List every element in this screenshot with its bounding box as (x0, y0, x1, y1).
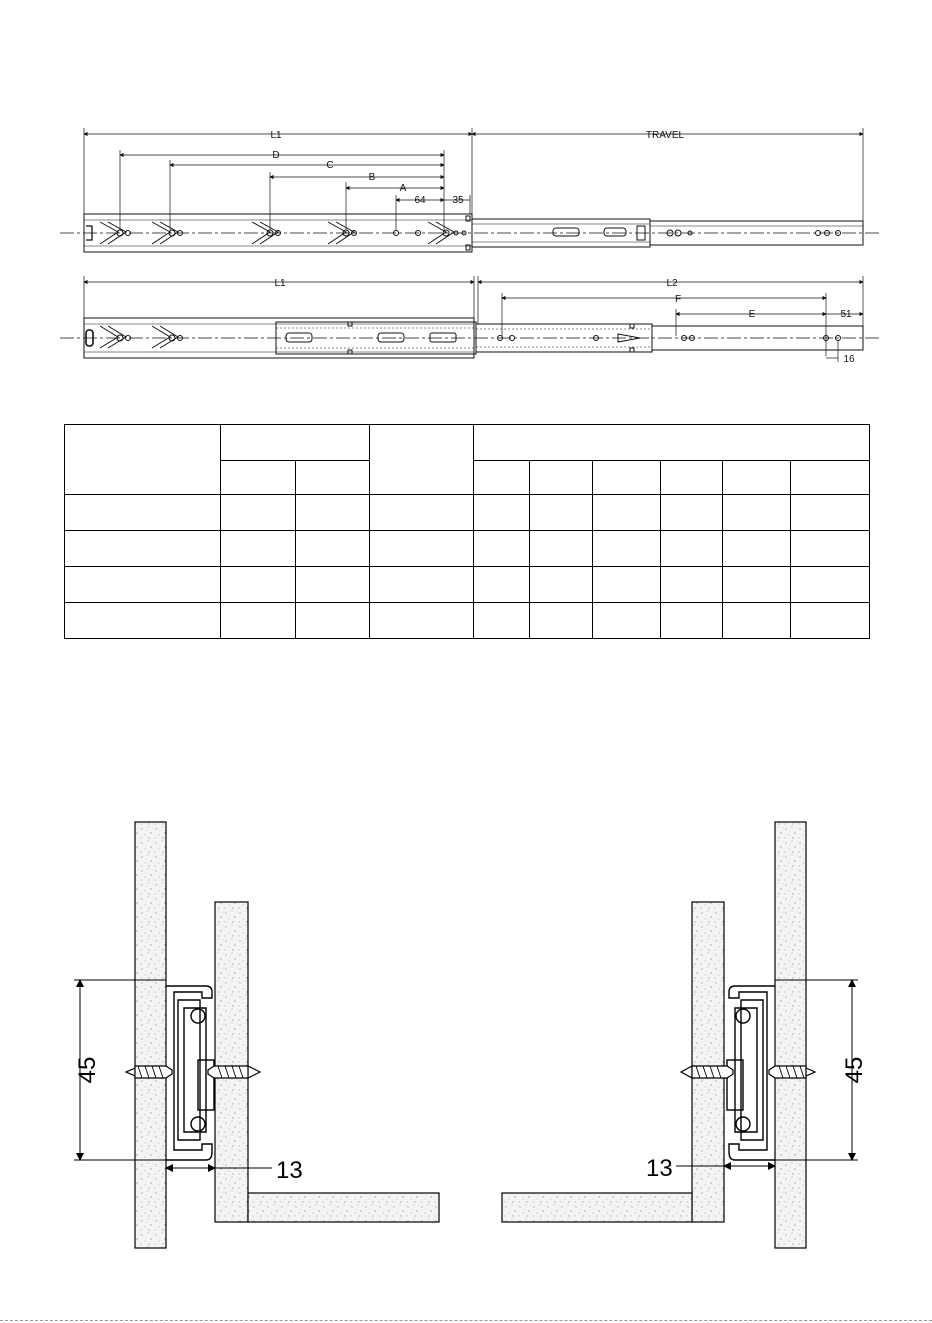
subheader-cell (723, 461, 791, 495)
table-cell (221, 603, 296, 639)
table-cell (530, 603, 593, 639)
dim-label-l1-top: L1 (270, 130, 282, 141)
dim-label-travel: TRAVEL (645, 130, 685, 141)
table-cell (65, 567, 221, 603)
header-cell (65, 425, 221, 495)
table-cell (221, 531, 296, 567)
table-cell (791, 531, 870, 567)
table-cell (474, 495, 530, 531)
specification-table (64, 424, 870, 639)
dim-label-a: A (399, 183, 407, 194)
dim-label-b: B (368, 172, 376, 183)
right-section (502, 822, 868, 1248)
table-cell (723, 603, 791, 639)
table-cell (296, 495, 370, 531)
table-cell (296, 531, 370, 567)
table-cell (370, 531, 474, 567)
table-cell (65, 531, 221, 567)
table-cell (723, 567, 791, 603)
table-cell (593, 495, 661, 531)
dim-label-35: 35 (452, 195, 464, 206)
dim-label-c: C (326, 160, 334, 171)
slide-elevation-drawing (0, 100, 932, 380)
table-cell (791, 567, 870, 603)
cabinet-side-panel-right (775, 822, 806, 1248)
table-cell (593, 567, 661, 603)
table-cell (474, 567, 530, 603)
table-row (65, 603, 870, 639)
dimensions-top (84, 128, 863, 230)
header-cell (370, 425, 474, 495)
dim-label-45-right: 45 (841, 1056, 868, 1084)
table-cell (65, 603, 221, 639)
table-cell (661, 531, 723, 567)
table-row (65, 567, 870, 603)
drawer-bottom-panel-right (502, 1193, 692, 1222)
drawer-side-panel-left (215, 902, 248, 1222)
dim-label-f: F (674, 294, 682, 305)
slide-profile-right (727, 986, 775, 1160)
screw-icon (681, 1066, 815, 1078)
table-cell (65, 495, 221, 531)
table-cell (296, 603, 370, 639)
drawer-bottom-panel-left (248, 1193, 439, 1222)
table-cell (530, 495, 593, 531)
table-cell (474, 603, 530, 639)
table-cell (791, 495, 870, 531)
subheader-cell (530, 461, 593, 495)
table-cell (593, 531, 661, 567)
table-cell (791, 603, 870, 639)
header-cell (221, 425, 370, 461)
table-cell (370, 567, 474, 603)
dim-label-64: 64 (414, 195, 426, 206)
table-cell (530, 567, 593, 603)
table-cell (661, 495, 723, 531)
installation-section-drawing (0, 810, 932, 1260)
dim-label-d: D (272, 150, 280, 161)
table-cell (593, 603, 661, 639)
dim-label-51: 51 (840, 309, 852, 320)
drawer-side-panel-right (692, 902, 724, 1222)
subheader-cell (593, 461, 661, 495)
dim-label-e: E (748, 309, 756, 320)
slide-profile-left (166, 986, 214, 1160)
page-bottom-edge (0, 1320, 932, 1321)
table-cell (370, 495, 474, 531)
subheader-cell (661, 461, 723, 495)
table-cell (661, 603, 723, 639)
subheader-cell (474, 461, 530, 495)
dim-label-l2: L2 (666, 278, 678, 289)
cabinet-side-panel-left (135, 822, 166, 1248)
table-cell (370, 603, 474, 639)
left-section (74, 822, 439, 1248)
table-cell (221, 495, 296, 531)
dim-label-13-right: 13 (646, 1155, 673, 1182)
table-cell (530, 531, 593, 567)
dim-label-16: 16 (843, 354, 855, 365)
header-cell (474, 425, 870, 461)
dim-label-45-left: 45 (74, 1056, 101, 1084)
dim-label-l1-bottom: L1 (274, 278, 286, 289)
table-row (65, 531, 870, 567)
dim-label-13-left: 13 (276, 1157, 303, 1184)
table-cell (661, 567, 723, 603)
table-cell (723, 495, 791, 531)
table-row (65, 495, 870, 531)
screw-icon (126, 1066, 260, 1078)
table-cell (474, 531, 530, 567)
subheader-cell (221, 461, 296, 495)
table-cell (296, 567, 370, 603)
subheader-cell (296, 461, 370, 495)
table-cell (221, 567, 296, 603)
slide-bottom-view (60, 318, 880, 358)
subheader-cell (791, 461, 870, 495)
table-cell (723, 531, 791, 567)
